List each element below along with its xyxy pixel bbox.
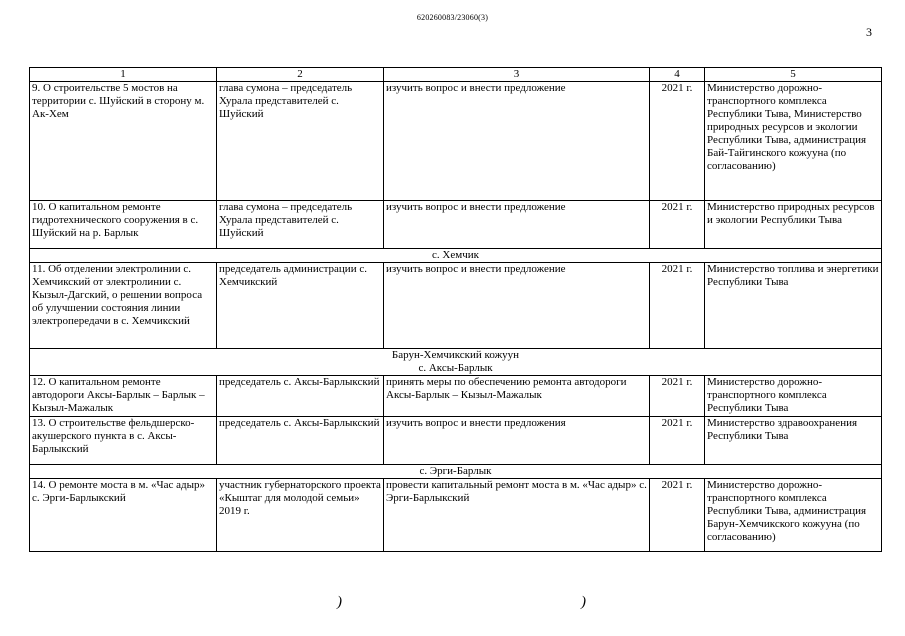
page-number: 3	[866, 25, 872, 39]
row-year-cell: 2021 г.	[650, 479, 705, 552]
row-measure-cell: принять меры по обеспечению ремонта автодороги Аксы-Барлык – Кызыл-Мажалык	[384, 376, 650, 417]
row-executor-cell: Министерство природных ресурсов и экологии Республики Тыва	[705, 201, 882, 249]
row-issue-cell: 10. О капитальном ремонте гидротехнического сооружения в с. Шуйский на р. Барлык	[30, 201, 217, 249]
table-row	[30, 82, 882, 201]
measures-table	[29, 67, 882, 552]
row-issue-cell: 14. О ремонте моста в м. «Час адыр» с. Эрги-Барлыкский	[30, 479, 217, 552]
row-measure-cell: провести капитальный ремонт моста в м. «Час адыр» с. Эрги-Барлыкский	[384, 479, 650, 552]
row-executor-cell: Министерство топлива и энергетики Республики Тыва	[705, 263, 882, 349]
scan-mark-left: )	[337, 594, 342, 610]
section-heading-kozhuun: Барун-Хемчикский кожуун	[391, 349, 520, 361]
table-row	[30, 201, 882, 249]
row-responsible-cell: председатель с. Аксы-Барлыкский	[217, 376, 384, 417]
row-responsible-cell: председатель с. Аксы-Барлыкский	[217, 417, 384, 465]
section-heading-hemchik: с. Хемчик	[30, 249, 882, 263]
row-issue-cell: 9. О строительстве 5 мостов на территории с. Шуйский в сторону м. Ак-Хем	[30, 82, 217, 201]
row-executor-cell: Министерство дорожно-транспортного комплекса Республики Тыва, администрация Барун-Хемчикского кожууна (по согласованию)	[705, 479, 882, 552]
row-measure-cell: изучить вопрос и внести предложение	[384, 82, 650, 201]
section-row	[30, 349, 882, 376]
row-issue-cell: 13. О строительстве фельдшерско-акушерского пункта в с. Аксы-Барлыкский	[30, 417, 217, 465]
row-responsible-cell: председатель администрации с. Хемчикский	[217, 263, 384, 349]
scan-mark-right: )	[581, 594, 586, 610]
row-executor-cell: Министерство дорожно-транспортного комплекса Республики Тыва	[705, 376, 882, 417]
table-row	[30, 417, 882, 465]
document-id: 620260083/23060(3)	[416, 13, 489, 22]
row-executor-cell: Министерство здравоохранения Республики Тыва	[705, 417, 882, 465]
row-year-cell: 2021 г.	[650, 201, 705, 249]
table-row	[30, 479, 882, 552]
row-executor-cell: Министерство дорожно-транспортного комплекса Республики Тыва, Министерство природных ресурсов и экологии Республики Тыва, администрация Бай-Тайгинского кожууна (по согласованию)	[705, 82, 882, 201]
header-col-4: 4	[650, 68, 705, 82]
header-col-5: 5	[705, 68, 882, 82]
row-responsible-cell: глава сумона – председатель Хурала представителей с. Шуйский	[217, 82, 384, 201]
section-heading-ergi-barlyk: с. Эрги-Барлык	[30, 465, 882, 479]
table-header-row	[30, 68, 882, 82]
section-heading-barun-hemchik	[30, 349, 882, 376]
header-col-2: 2	[217, 68, 384, 82]
row-issue-cell: 12. О капитальном ремонте автодороги Аксы-Барлык – Барлык – Кызыл-Мажалык	[30, 376, 217, 417]
table-row	[30, 376, 882, 417]
row-responsible-cell: глава сумона – председатель Хурала представителей с. Шуйский	[217, 201, 384, 249]
section-heading-aksy-barlyk: с. Аксы-Барлык	[418, 362, 493, 374]
row-year-cell: 2021 г.	[650, 417, 705, 465]
row-measure-cell: изучить вопрос и внести предложение	[384, 263, 650, 349]
row-responsible-cell: участник губернаторского проекта «Кыштаг для молодой семьи» 2019 г.	[217, 479, 384, 552]
header-col-1: 1	[30, 68, 217, 82]
row-measure-cell: изучить вопрос и внести предложения	[384, 417, 650, 465]
row-year-cell: 2021 г.	[650, 263, 705, 349]
row-year-cell: 2021 г.	[650, 82, 705, 201]
section-row	[30, 249, 882, 263]
row-measure-cell: изучить вопрос и внести предложение	[384, 201, 650, 249]
section-row	[30, 465, 882, 479]
table-row	[30, 263, 882, 349]
row-issue-cell: 11. Об отделении электролинии с. Хемчикский от электролинии с. Кызыл-Дагский, о решении вопроса об улучшении состояния линии электропередачи в с. Хемчикский	[30, 263, 217, 349]
row-year-cell: 2021 г.	[650, 376, 705, 417]
header-col-3: 3	[384, 68, 650, 82]
